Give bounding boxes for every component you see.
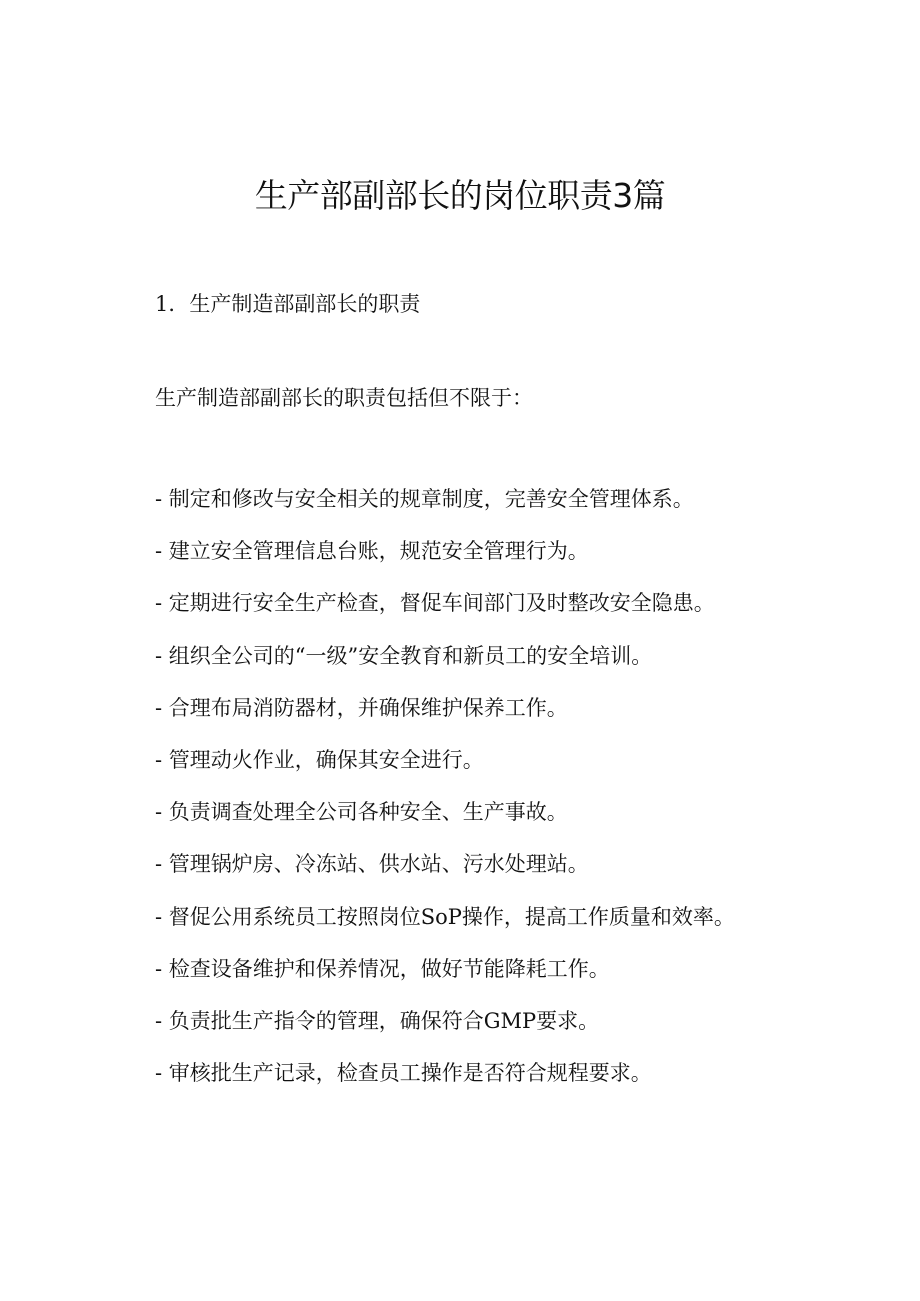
- duty-item: - 检查设备维护和保养情况，做好节能降耗工作。: [155, 956, 610, 981]
- duty-item: - 组织全公司的“一级”安全教育和新员工的安全培训。: [155, 643, 653, 668]
- duty-item: - 审核批生产记录，检查员工操作是否符合规程要求。: [155, 1061, 652, 1086]
- duty-item: - 建立安全管理信息台账，规范安全管理行为。: [155, 539, 589, 564]
- duty-list: [155, 484, 735, 1110]
- document-title: 生产部副部长的岗位职责3篇: [254, 176, 666, 215]
- duty-item: - 制定和修改与安全相关的规章制度，完善安全管理体系。: [155, 487, 694, 511]
- duty-item: - 管理锅炉房、冷冻站、供水站、污水处理站。: [155, 852, 589, 877]
- duty-item: - 管理动火作业，确保其安全进行。: [155, 747, 484, 772]
- duty-item: - 负责调查处理全公司各种安全、生产事故。: [155, 800, 568, 825]
- duty-item: - 定期进行安全生产检查，督促车间部门及时整改安全隐患。: [155, 591, 715, 616]
- duty-item: - 负责批生产指令的管理，确保符合GMP要求。: [155, 1008, 600, 1033]
- duty-item: - 督促公用系统员工按照岗位SoP操作，提高工作质量和效率。: [155, 904, 735, 929]
- intro-paragraph: 生产制造部副部长的职责包括但不限于：: [155, 386, 533, 410]
- section-heading: 1．生产制造部副部长的职责: [155, 292, 421, 316]
- duty-item: - 合理布局消防器材，并确保维护保养工作。: [155, 695, 568, 720]
